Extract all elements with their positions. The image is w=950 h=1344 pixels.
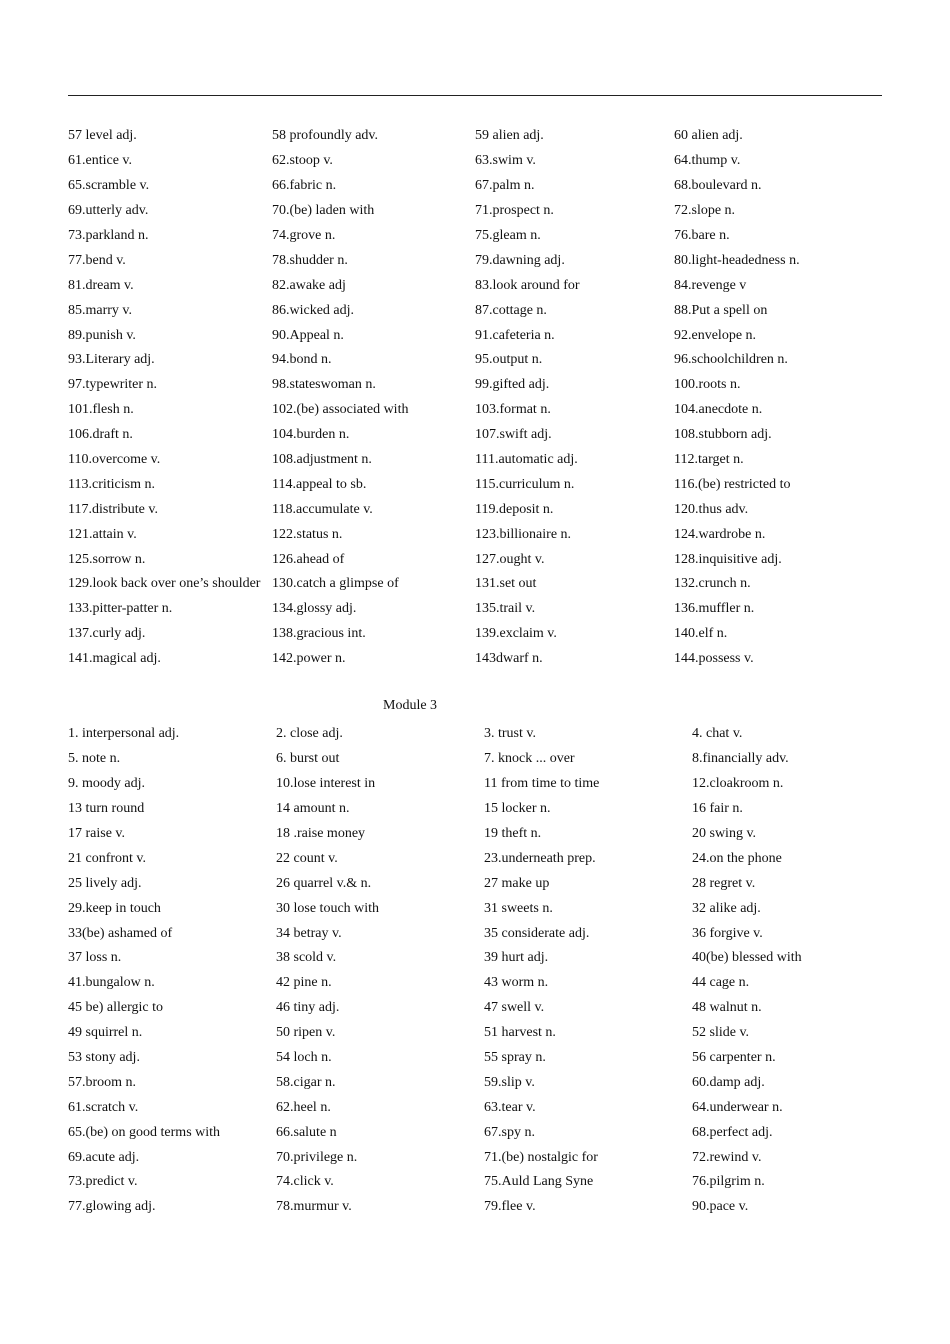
vocab-row: [68, 448, 898, 473]
vocab-entry: 47 swell v.: [484, 1000, 545, 1016]
vocab-entry: 58.cigar n.: [276, 1074, 336, 1090]
vocab-entry: 39 hurt adj.: [484, 950, 549, 966]
vocab-row: [68, 772, 898, 797]
vocab-entry: 97.typewriter n.: [68, 377, 158, 393]
vocab-row: [68, 497, 898, 522]
vocab-row: [68, 871, 898, 896]
vocab-entry: 74.grove n.: [272, 228, 336, 243]
vocab-entry: 6. burst out: [276, 751, 340, 767]
vocab-entry: 69.utterly adv.: [68, 203, 149, 219]
vocab-entry: 98.stateswoman n.: [272, 377, 376, 393]
vocab-entry: 125.sorrow n.: [68, 551, 146, 567]
vocab-entry: 20 swing v.: [692, 826, 757, 841]
vocab-entry: 143dwarf n.: [475, 651, 543, 667]
vocab-row: [68, 174, 898, 199]
vocab-entry: 43 worm n.: [484, 975, 549, 991]
vocab-entry: 12.cloakroom n.: [692, 776, 784, 792]
vocab-row: [68, 1170, 898, 1195]
vocab-entry: 4. chat v.: [692, 726, 743, 742]
vocab-entry: 58 profoundly adv.: [272, 128, 379, 144]
vocab-entry: 75.Auld Lang Syne: [484, 1174, 594, 1190]
vocab-entry: 28 regret v.: [692, 875, 756, 891]
vocab-entry: 19 theft n.: [484, 826, 542, 841]
vocab-entry: 138.gracious int.: [272, 626, 366, 642]
vocab-entry: 38 scold v.: [276, 950, 337, 966]
vocab-entry: 61.scratch v.: [68, 1099, 139, 1115]
vocab-entry: 54 loch n.: [276, 1050, 332, 1066]
vocab-entry: 107.swift adj.: [475, 427, 552, 443]
vocab-row: [68, 199, 898, 224]
vocab-entry: 79.flee v.: [484, 1199, 536, 1215]
vocab-row: [68, 946, 898, 971]
vocab-entry: 134.glossy adj.: [272, 601, 357, 617]
vocab-entry: 104.anecdote n.: [674, 402, 763, 418]
vocab-entry: 110.overcome v.: [68, 452, 161, 468]
vocab-entry: 15 locker n.: [484, 801, 551, 817]
vocab-entry: 50 ripen v.: [276, 1025, 336, 1041]
vocab-entry: 74.click v.: [276, 1174, 334, 1190]
vocab-row: [68, 348, 898, 373]
vocab-entry: 68.boulevard n.: [674, 178, 762, 194]
vocab-entry: 49 squirrel n.: [68, 1025, 143, 1041]
vocab-entry: 34 betray v.: [276, 925, 342, 941]
vocab-entry: 99.gifted adj.: [475, 377, 550, 393]
header-rule: [68, 95, 882, 96]
vocab-entry: 2. close adj.: [276, 726, 343, 742]
vocab-row: [68, 298, 898, 323]
vocab-entry: 137.curly adj.: [68, 626, 146, 642]
vocab-entry: 5. note n.: [68, 751, 121, 767]
vocab-entry: 67.spy n.: [484, 1124, 535, 1140]
vocab-row: [68, 722, 898, 747]
vocab-row: [68, 797, 898, 822]
vocab-entry: 66.fabric n.: [272, 178, 337, 194]
vocab-entry: 62.stoop v.: [272, 153, 333, 169]
vocab-entry: 76.pilgrim n.: [692, 1174, 765, 1190]
vocab-entry: 140.elf n.: [674, 626, 728, 642]
vocab-entry: 114.appeal to sb.: [272, 476, 367, 492]
vocab-entry: 118.accumulate v.: [272, 501, 373, 517]
vocab-entry: 65.scramble v.: [68, 178, 150, 194]
vocab-entry: 88.Put a spell on: [674, 302, 768, 318]
vocab-entry: 45 be) allergic to: [68, 1000, 163, 1016]
vocab-entry: 128.inquisitive adj.: [674, 551, 782, 567]
vocab-row: [68, 597, 898, 622]
vocab-entry: 81.dream v.: [68, 277, 134, 293]
vocab-entry: 70.(be) laden with: [272, 203, 375, 219]
vocab-row: [68, 273, 898, 298]
vocab-entry: 82.awake adj: [272, 277, 346, 293]
vocab-entry: 53 stony adj.: [68, 1050, 140, 1066]
vocab-entry: 61.entice v.: [68, 153, 133, 169]
vocab-entry: 60.damp adj.: [692, 1074, 765, 1090]
vocab-entry: 121.attain v.: [68, 526, 137, 542]
vocab-row: [68, 822, 898, 847]
vocab-entry: 102.(be) associated with: [272, 402, 409, 418]
vocab-entry: 73.predict v.: [68, 1174, 138, 1190]
vocab-entry: 117.distribute v.: [68, 501, 158, 517]
vocab-entry: 112.target n.: [674, 452, 744, 468]
vocab-row: [68, 1145, 898, 1170]
vocab-entry: 90.Appeal n.: [272, 327, 344, 343]
vocab-entry: 142.power n.: [272, 651, 346, 667]
vocab-entry: 91.cafeteria n.: [475, 327, 555, 343]
vocab-entry: 35 considerate adj.: [484, 925, 590, 941]
vocab-row: [68, 1046, 898, 1071]
vocab-entry: 135.trail v.: [475, 601, 536, 617]
vocab-row: [68, 1070, 898, 1095]
vocab-entry: 9. moody adj.: [68, 776, 145, 792]
vocab-entry: 64.thump v.: [674, 153, 741, 169]
vocab-entry: 69.acute adj.: [68, 1149, 140, 1165]
vocab-entry: 120.thus adv.: [674, 501, 749, 517]
vocab-row: [68, 647, 898, 672]
vocab-entry: 87.cottage n.: [475, 302, 547, 318]
vocab-entry: 60 alien adj.: [674, 128, 743, 144]
vocab-row: [68, 1120, 898, 1145]
vocab-entry: 11 from time to time: [484, 776, 600, 792]
vocab-entry: 25 lively adj.: [68, 875, 142, 891]
vocab-entry: 78.murmur v.: [276, 1199, 352, 1215]
vocab-entry: 111.automatic adj.: [475, 452, 578, 468]
vocab-entry: 131.set out: [475, 576, 537, 592]
vocab-row: [68, 373, 898, 398]
vocab-entry: 22 count v.: [276, 850, 338, 866]
vocab-entry: 84.revenge v: [674, 277, 747, 293]
vocab-row: [68, 896, 898, 921]
vocab-entry: 76.bare n.: [674, 228, 730, 243]
vocab-row: [68, 398, 898, 423]
vocab-entry: 139.exclaim v.: [475, 626, 557, 642]
vocab-row: [68, 149, 898, 174]
vocab-entry: 95.output n.: [475, 352, 543, 368]
vocab-entry: 141.magical adj.: [68, 651, 161, 667]
vocab-row: [68, 423, 898, 448]
vocab-entry: 64.underwear n.: [692, 1099, 783, 1115]
vocab-entry: 79.dawning adj.: [475, 252, 565, 268]
vocab-grid-section-1: [68, 124, 898, 672]
vocab-entry: 37 loss n.: [68, 950, 122, 966]
vocab-entry: 17 raise v.: [68, 826, 126, 841]
vocab-entry: 93.Literary adj.: [68, 352, 155, 368]
vocab-entry: 132.crunch n.: [674, 576, 751, 592]
vocab-entry: 101.flesh n.: [68, 402, 134, 418]
vocab-entry: 78.shudder n.: [272, 252, 348, 268]
vocab-entry: 70.privilege n.: [276, 1149, 358, 1165]
vocab-row: [68, 522, 898, 547]
vocab-entry: 31 sweets n.: [484, 900, 553, 916]
vocab-entry: 136.muffler n.: [674, 601, 755, 617]
vocab-entry: 124.wardrobe n.: [674, 526, 766, 542]
vocab-entry: 52 slide v.: [692, 1025, 750, 1041]
vocab-entry: 16 fair n.: [692, 801, 743, 817]
vocab-row: [68, 323, 898, 348]
vocab-entry: 55 spray n.: [484, 1050, 546, 1066]
vocab-entry: 92.envelope n.: [674, 327, 757, 343]
vocab-row: [68, 996, 898, 1021]
vocab-entry: 85.marry v.: [68, 302, 133, 318]
vocab-entry: 96.schoolchildren n.: [674, 352, 788, 368]
vocab-entry: 77.bend v.: [68, 252, 126, 268]
vocab-entry: 133.pitter-patter n.: [68, 601, 173, 617]
vocab-entry: 115.curriculum n.: [475, 476, 575, 492]
vocab-row: [68, 1021, 898, 1046]
vocab-entry: 65.(be) on good terms with: [68, 1124, 221, 1140]
vocab-row: [68, 224, 898, 249]
vocab-row: [68, 124, 898, 149]
vocab-entry: 68.perfect adj.: [692, 1124, 773, 1140]
vocab-entry: 126.ahead of: [272, 551, 345, 567]
vocab-entry: 80.light-headedness n.: [674, 252, 800, 268]
vocab-entry: 83.look around for: [475, 277, 580, 293]
vocab-entry: 42 pine n.: [276, 975, 332, 991]
vocab-row: [68, 846, 898, 871]
vocab-entry: 51 harvest n.: [484, 1025, 556, 1041]
vocab-entry: 86.wicked adj.: [272, 302, 355, 318]
vocab-entry: 21 confront v.: [68, 850, 147, 866]
vocab-entry: 75.gleam n.: [475, 228, 541, 243]
vocab-entry: 57.broom n.: [68, 1074, 137, 1090]
vocab-entry: 59.slip v.: [484, 1074, 535, 1090]
vocab-entry: 77.glowing adj.: [68, 1199, 156, 1215]
vocab-entry: 100.roots n.: [674, 377, 741, 393]
vocab-entry: 116.(be) restricted to: [674, 476, 791, 492]
vocab-entry: 41.bungalow n.: [68, 975, 155, 991]
vocab-entry: 122.status n.: [272, 526, 343, 542]
vocab-entry: 72.rewind v.: [692, 1149, 762, 1165]
vocab-row: [68, 747, 898, 772]
vocab-row: [68, 921, 898, 946]
vocab-entry: 62.heel n.: [276, 1099, 331, 1115]
vocab-entry: 1. interpersonal adj.: [68, 726, 180, 742]
vocab-entry: 71.(be) nostalgic for: [484, 1149, 598, 1165]
vocab-entry: 104.burden n.: [272, 427, 350, 443]
vocab-row: [68, 1095, 898, 1120]
vocab-entry: 72.slope n.: [674, 203, 736, 219]
module-3-heading: Module 3: [383, 698, 438, 713]
vocab-entry: 33(be) ashamed of: [68, 925, 173, 941]
vocab-entry: 10.lose interest in: [276, 776, 376, 792]
vocab-row: [68, 971, 898, 996]
vocab-entry: 90.pace v.: [692, 1199, 749, 1215]
vocab-entry: 29.keep in touch: [68, 900, 161, 916]
vocab-entry: 57 level adj.: [68, 128, 137, 144]
vocab-entry: 129.look back over one’s shoulder: [68, 576, 261, 592]
vocab-entry: 103.format n.: [475, 402, 551, 418]
vocab-entry: 63.tear v.: [484, 1099, 536, 1115]
vocab-row: [68, 1195, 898, 1220]
vocab-grid-module-3: [68, 722, 898, 1220]
vocab-entry: 14 amount n.: [276, 801, 350, 817]
vocab-entry: 36 forgive v.: [692, 925, 763, 941]
vocab-entry: 48 walnut n.: [692, 1000, 762, 1016]
vocab-entry: 71.prospect n.: [475, 203, 554, 219]
vocab-row: [68, 572, 898, 597]
vocab-entry: 40(be) blessed with: [692, 950, 802, 966]
vocab-entry: 23.underneath prep.: [484, 850, 596, 866]
vocab-entry: 8.financially adv.: [692, 751, 789, 767]
vocab-entry: 94.bond n.: [272, 352, 332, 368]
vocab-entry: 56 carpenter n.: [692, 1050, 776, 1066]
vocab-row: [68, 248, 898, 273]
vocab-entry: 30 lose touch with: [276, 900, 380, 916]
vocab-entry: 32 alike adj.: [692, 900, 761, 916]
vocab-entry: 13 turn round: [68, 801, 145, 817]
vocab-entry: 113.criticism n.: [68, 476, 155, 492]
vocab-row: [68, 547, 898, 572]
vocab-entry: 66.salute n: [276, 1124, 337, 1140]
vocab-entry: 108.adjustment n.: [272, 452, 372, 468]
vocab-entry: 130.catch a glimpse of: [272, 576, 399, 592]
vocab-row: [68, 622, 898, 647]
vocab-entry: 59 alien adj.: [475, 128, 544, 144]
vocab-entry: 24.on the phone: [692, 850, 782, 866]
vocab-entry: 7. knock ... over: [484, 751, 575, 767]
vocab-entry: 44 cage n.: [692, 975, 750, 991]
vocab-entry: 67.palm n.: [475, 178, 535, 194]
vocab-entry: 123.billionaire n.: [475, 526, 572, 542]
vocab-entry: 73.parkland n.: [68, 228, 149, 243]
vocab-entry: 144.possess v.: [674, 651, 754, 667]
vocab-entry: 63.swim v.: [475, 153, 536, 169]
vocab-entry: 127.ought v.: [475, 551, 545, 567]
vocab-row: [68, 472, 898, 497]
vocab-entry: 3. trust v.: [484, 726, 536, 742]
vocab-entry: 119.deposit n.: [475, 501, 554, 517]
vocab-entry: 26 quarrel v.& n.: [276, 875, 372, 891]
vocab-entry: 106.draft n.: [68, 427, 133, 443]
vocab-entry: 89.punish v.: [68, 327, 136, 343]
vocab-entry: 46 tiny adj.: [276, 1000, 340, 1016]
vocab-entry: 27 make up: [484, 875, 550, 891]
vocab-entry: 18 .raise money: [276, 826, 366, 841]
vocab-entry: 108.stubborn adj.: [674, 427, 772, 443]
